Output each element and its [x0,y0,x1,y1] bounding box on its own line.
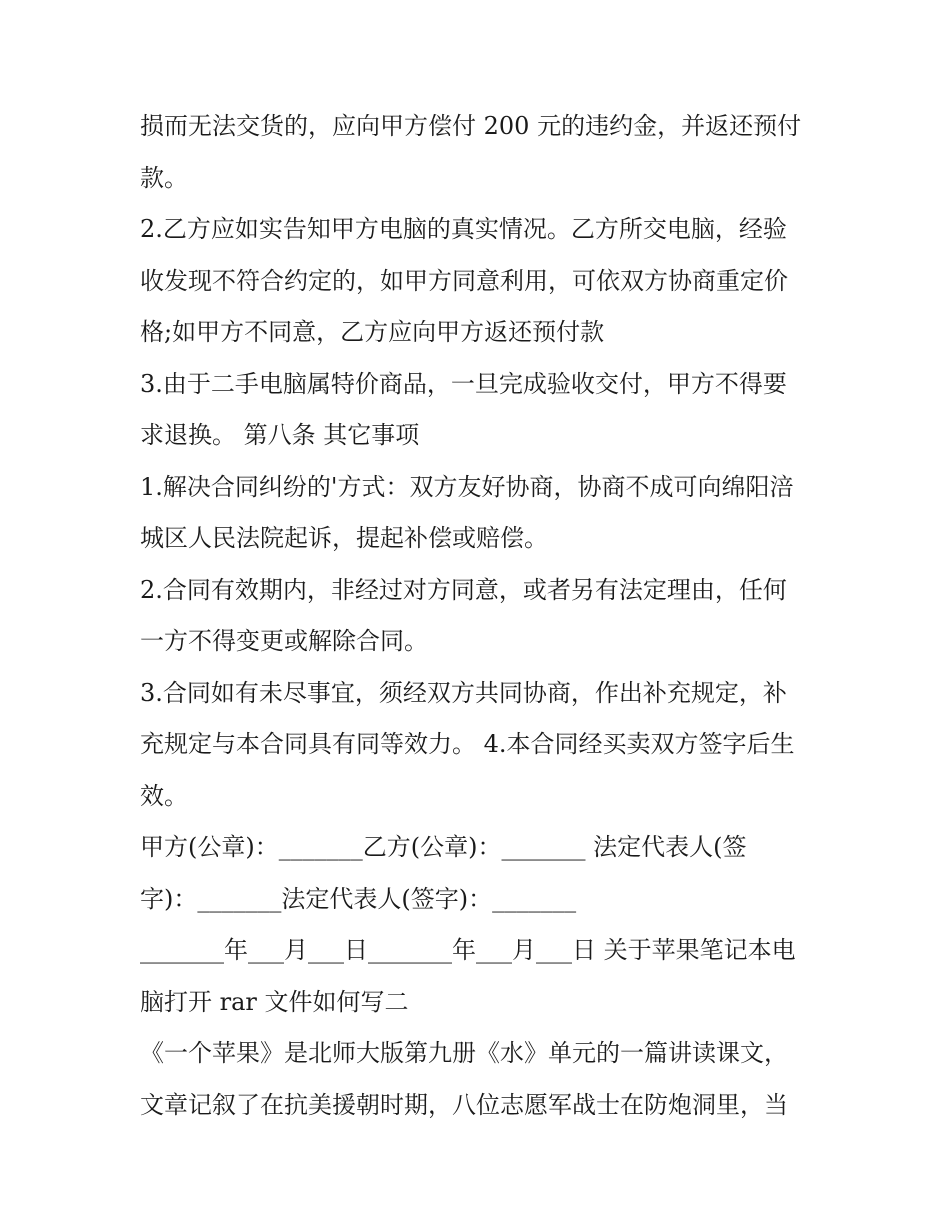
text-line-8: 1.解决合同纠纷的'方式：双方友好协商，协商不成可向绵阳涪 [140,472,794,501]
text-line-20: 文章记叙了在抗美援朝时期，八位志愿军战士在防炮洞里，当 [140,1090,788,1119]
text-line-14: 效。 [140,781,188,810]
text-line-11: 一方不得变更或解除合同。 [140,627,428,655]
text-line-19: 《一个苹果》是北师大版第九册《水》单元的一篇讲读课文， [140,1039,788,1067]
text-line-13: 充规定与本合同具有同等效力。 4.本合同经买卖双方签字后生 [140,730,795,758]
text-line-7: 求退换。 第八条 其它事项 [140,421,420,449]
text-line-5: 格;如甲方不同意，乙方应向甲方返还预付款 [140,318,605,346]
text-line-6: 3.由于二手电脑属特价商品，一旦完成验收交付，甲方不得要 [140,369,787,398]
text-line-15: 甲方(公章)：_______乙方(公章)：_______ 法定代表人(签 [140,833,747,861]
text-line-1: 损而无法交货的，应向甲方偿付 200 元的违约金，并返还预付 [140,112,802,140]
text-line-10: 2.合同有效期内，非经过对方同意，或者另有法定理由，任何 [140,575,787,604]
text-line-9: 城区人民法院起诉，提起补偿或赔偿。 [140,524,548,552]
text-line-2: 款。 [140,163,188,192]
text-line-16: 字)：_______法定代表人(签字)：_______ [140,884,577,913]
document-body [140,101,830,1131]
text-line-4: 收发现不符合约定的，如甲方同意利用，可依双方协商重定价 [140,266,788,295]
text-line-3: 2.乙方应如实告知甲方电脑的真实情况。乙方所交电脑，经验 [140,215,787,243]
text-line-17: _______年___月___日_______年___月___日 关于苹果笔记本电 [140,936,796,964]
text-line-18: 脑打开 rar 文件如何写二 [140,987,409,1016]
text-line-12: 3.合同如有未尽事宜，须经双方共同协商，作出补充规定，补 [140,678,787,707]
